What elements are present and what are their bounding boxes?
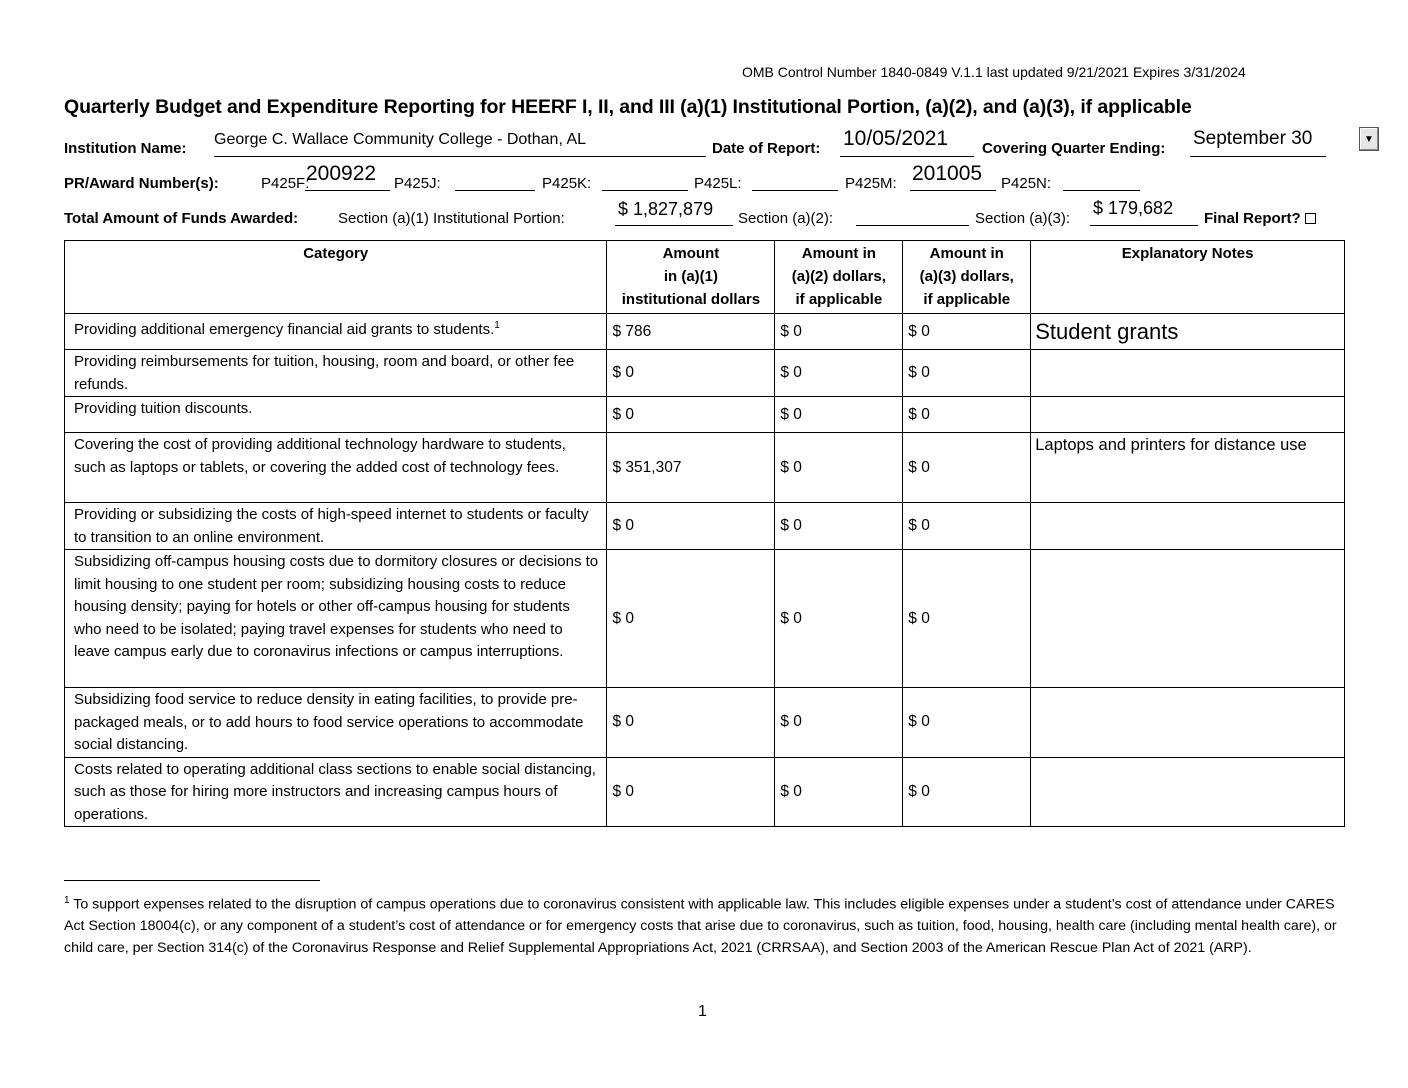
table-header-row — [65, 241, 1345, 314]
table-row — [65, 550, 1345, 688]
page-number: 1 — [698, 1003, 707, 1020]
footnote-marker: 1 — [64, 895, 70, 906]
header-a2 — [775, 241, 903, 314]
amount-a1-field[interactable]: $ 351,307 — [607, 433, 775, 503]
p425l-label: P425L: — [694, 175, 742, 192]
footnote-ref: 1 — [494, 320, 500, 331]
amount-a2-field[interactable]: $ 0 — [775, 397, 903, 433]
footnote — [64, 890, 1354, 959]
header-notes: Explanatory Notes — [1031, 241, 1345, 314]
header-a1 — [607, 241, 775, 314]
final-report-label: Final Report? — [1204, 210, 1316, 227]
quarter-ending-value: September 30 — [1193, 128, 1313, 149]
header-a3 — [903, 241, 1031, 314]
amount-a3-field[interactable]: $ 0 — [903, 350, 1031, 397]
p425k-field[interactable] — [602, 167, 688, 191]
award-label: PR/Award Number(s): — [64, 175, 219, 192]
amount-a2-field[interactable]: $ 0 — [775, 433, 903, 503]
category-cell: Subsidizing food service to reduce density in eating facilities, to provide pre-packaged meals, or to add hours to food service operations to accommodate social distancing. — [65, 688, 607, 758]
header-a3-line: if applicable — [923, 291, 1011, 308]
category-cell: Providing or subsidizing the costs of high-speed internet to students or faculty to transition to an online environment. — [65, 503, 607, 550]
header-a2-line: Amount in — [801, 245, 876, 262]
header-a3-line: Amount in — [929, 245, 1004, 262]
header-a1-line: institutional dollars — [621, 291, 761, 308]
category-cell: Subsidizing off-campus housing costs due to dormitory closures or decisions to limit housing to one student per room; subsidizing housing costs to reduce housing density; paying for hotels or other off-campus housing for students who need to be isolated; paying travel expenses for students who need to leave campus early due to coronavirus infections or campus interruptions. — [65, 550, 607, 688]
header-a3-line: (a)(3) dollars, — [919, 268, 1014, 285]
footnote-text: To support expenses related to the disruption of campus operations due to coronavirus consistent with applicable law. This includes eligible expenses under a student’s cost of attendance under CARES Act Section 18004(c), or any component of a student’s cost of attendance or for emergency costs that arise due to coronavirus, such as tuition, food, housing, health care (including mental health care), or child care, per Section 314(c) of the Coronavirus Response and Relief Supplemental Appropriations Act, 2021 (CRRSAA), and Section 2003 of the American Rescue Plan Act of 2021 (ARP). — [64, 896, 1337, 956]
footnote-divider — [64, 880, 320, 881]
table-row — [65, 350, 1345, 397]
amount-a1-field[interactable]: $ 786 — [607, 314, 775, 350]
amount-a1-field[interactable]: $ 0 — [607, 550, 775, 688]
date-of-report-field[interactable] — [840, 127, 974, 157]
amount-a1-field[interactable]: $ 0 — [607, 350, 775, 397]
p425j-label: P425J: — [394, 175, 441, 192]
amount-a2-field[interactable]: $ 0 — [775, 314, 903, 350]
amount-a3-field[interactable]: $ 0 — [903, 397, 1031, 433]
amount-a3-field[interactable]: $ 0 — [903, 757, 1031, 827]
amount-a1-field[interactable]: $ 0 — [607, 503, 775, 550]
section-a3-label: Section (a)(3): — [975, 210, 1071, 227]
notes-field[interactable] — [1031, 350, 1345, 397]
amount-a3-field[interactable]: $ 0 — [903, 550, 1031, 688]
amount-a1-field[interactable]: $ 0 — [607, 757, 775, 827]
institution-name-value: George C. Wallace Community College - Dothan, AL — [214, 131, 587, 148]
table-row — [65, 433, 1345, 503]
header-a1-line: in (a)(1) — [663, 268, 719, 285]
p425f-field[interactable] — [305, 162, 390, 191]
table-row — [65, 503, 1345, 550]
section-a1-label: Section (a)(1) Institutional Portion: — [338, 210, 565, 227]
amount-a2-field[interactable]: $ 0 — [775, 503, 903, 550]
notes-field[interactable] — [1031, 550, 1345, 688]
notes-field[interactable]: Student grants — [1031, 314, 1345, 350]
notes-field[interactable] — [1031, 688, 1345, 758]
omb-control-number: OMB Control Number 1840-0849 V.1.1 last updated 9/21/2021 Expires 3/31/2024 — [742, 64, 1246, 80]
category-cell: Costs related to operating additional class sections to enable social distancing, such as those for hiring more instructors and increasing campus hours of operations. — [65, 757, 607, 827]
p425j-field[interactable] — [455, 167, 535, 191]
institution-name-field[interactable] — [214, 131, 706, 157]
p425f-value: 200922 — [306, 162, 377, 185]
category-cell: Providing reimbursements for tuition, housing, room and board, or other fee refunds. — [65, 350, 607, 397]
date-label: Date of Report: — [712, 140, 821, 157]
amount-a3-field[interactable]: $ 0 — [903, 503, 1031, 550]
table-row — [65, 757, 1345, 827]
amount-a3-field[interactable]: $ 0 — [903, 433, 1031, 503]
p425k-label: P425K: — [542, 175, 592, 192]
quarter-ending-select[interactable] — [1190, 128, 1326, 157]
p425m-label: P425M: — [845, 175, 897, 192]
section-a2-field[interactable] — [856, 202, 969, 226]
quarter-label: Covering Quarter Ending: — [982, 140, 1166, 157]
amount-a1-field[interactable]: $ 0 — [607, 688, 775, 758]
institution-label: Institution Name: — [64, 140, 187, 157]
category-text: Providing additional emergency financial aid grants to students. — [74, 321, 495, 338]
amount-a2-field[interactable]: $ 0 — [775, 688, 903, 758]
category-cell: Providing tuition discounts. — [65, 397, 607, 433]
table-row — [65, 397, 1345, 433]
award-row — [64, 175, 219, 192]
header-a2-line: (a)(2) dollars, — [791, 268, 886, 285]
p425n-field[interactable] — [1063, 167, 1140, 191]
notes-field[interactable]: Laptops and printers for distance use — [1031, 433, 1345, 503]
notes-field[interactable] — [1031, 757, 1345, 827]
amount-a2-field[interactable]: $ 0 — [775, 350, 903, 397]
category-cell — [65, 314, 607, 350]
section-a3-field[interactable] — [1090, 198, 1198, 226]
notes-field[interactable] — [1031, 503, 1345, 550]
expenditure-table — [64, 240, 1345, 827]
p425m-field[interactable] — [910, 162, 996, 191]
final-report-checkbox[interactable] — [1305, 213, 1316, 224]
header-a2-line: if applicable — [795, 291, 883, 308]
category-cell: Covering the cost of providing additional technology hardware to students, such as laptops or tablets, or covering the added cost of technology fees. — [65, 433, 607, 503]
amount-a2-field[interactable]: $ 0 — [775, 757, 903, 827]
section-a1-field[interactable] — [615, 199, 733, 226]
amount-a3-field[interactable]: $ 0 — [903, 314, 1031, 350]
table-row — [65, 688, 1345, 758]
section-a2-label: Section (a)(2): — [738, 210, 834, 227]
notes-field[interactable] — [1031, 397, 1345, 433]
header-category: Category — [65, 241, 607, 314]
amount-a3-field[interactable]: $ 0 — [903, 688, 1031, 758]
p425l-field[interactable] — [752, 167, 838, 191]
date-of-report-value: 10/05/2021 — [843, 127, 949, 150]
page-title: Quarterly Budget and Expenditure Reporting for HEERF I, II, and III (a)(1) Institutional Portion, (a)(2), and (a)(3), if applicable — [64, 96, 1192, 118]
p425n-label: P425N: — [1001, 175, 1052, 192]
p425m-value: 201005 — [912, 162, 983, 185]
table-row — [65, 314, 1345, 350]
amount-a1-field[interactable]: $ 0 — [607, 397, 775, 433]
amount-a2-field[interactable]: $ 0 — [775, 550, 903, 688]
total-funds-label: Total Amount of Funds Awarded: — [64, 210, 299, 227]
dropdown-arrow-icon[interactable]: ▼ — [1359, 127, 1379, 151]
p425f-label: P425F: — [261, 175, 310, 192]
section-a1-value: $ 1,827,879 — [618, 199, 714, 219]
header-a1-line: Amount — [662, 245, 720, 262]
section-a3-value: $ 179,682 — [1093, 198, 1174, 218]
